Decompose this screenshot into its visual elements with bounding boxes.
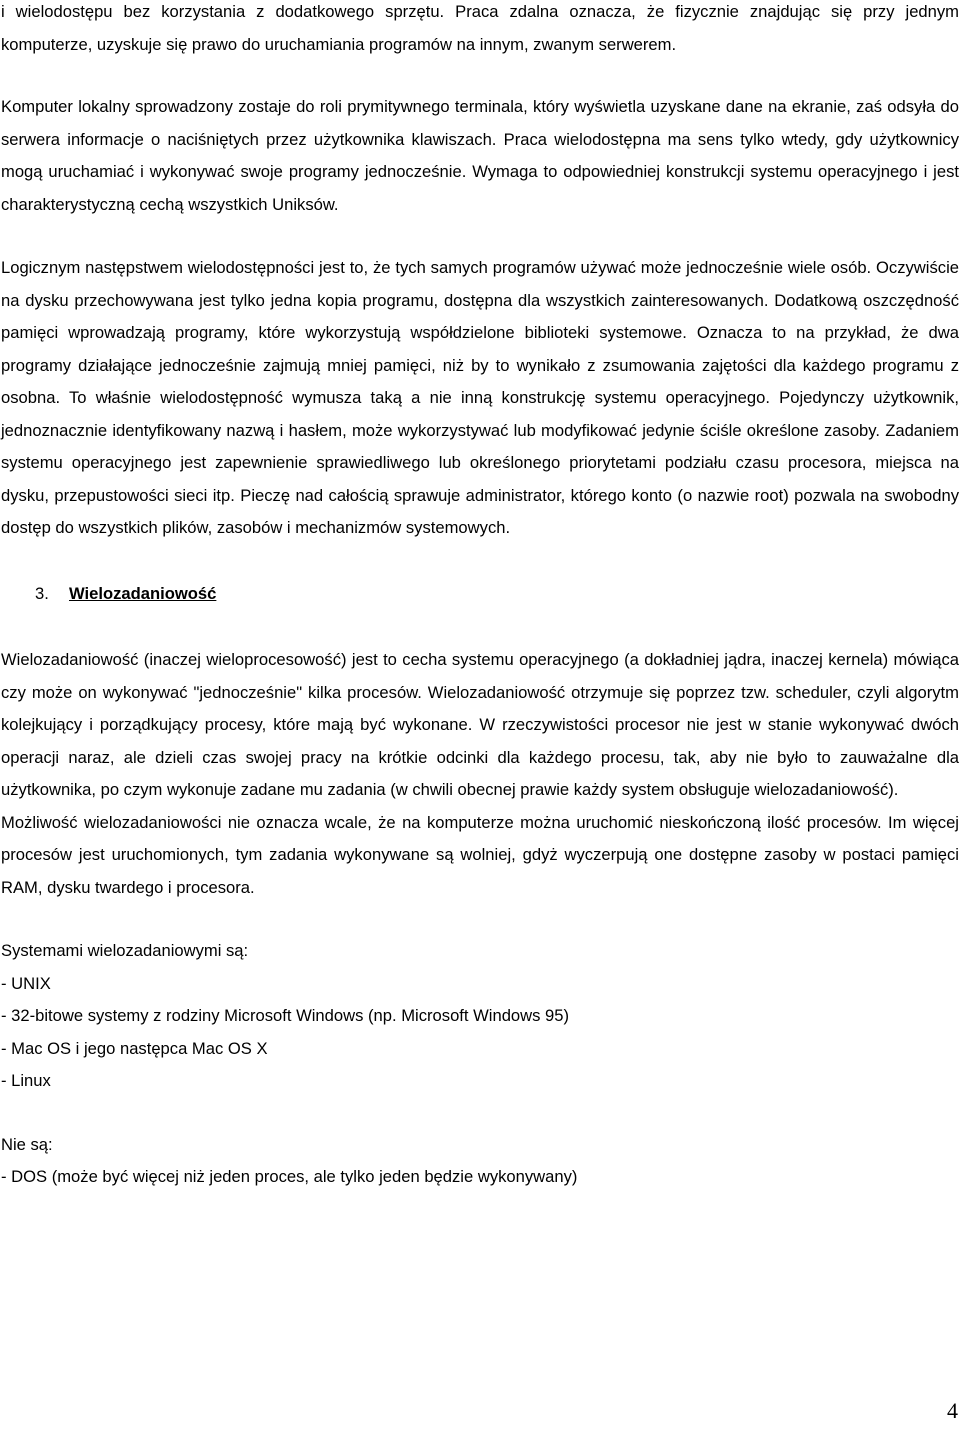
- document-body: [1, 0, 959, 1194]
- list-item: - UNIX: [1, 973, 51, 993]
- multitasking-systems-label: Systemami wielozadaniowymi są:: [1, 941, 249, 960]
- paragraph-multitasking-definition: Wielozadaniowość (inaczej wieloprocesowość) jest to cecha systemu operacyjnego (a dokładniej jądra, inaczej kernela) mówiąca czy może on wykonywać "jednocześnie" kilka procesów. Wielozadaniowość otrzymuje się poprzez tzw. scheduler, czyli algorytm kolejkujący i porządkujący procesy, które mają być wykonane. W rzeczywistości procesor nie jest w stanie wykonywać dwóch operacji naraz, ale dzieli czas swojej pracy na krótkie odcinki dla każdego procesu, tak, aby nie było to zauważalne dla użytkownika, po czym wykonuje zadane mu zadania (w chwili obecnej prawie każdy system obsługuje wielozadaniowość).: [1, 650, 959, 799]
- list-item: - Linux: [1, 1071, 51, 1090]
- non-multitasking-label: Nie są:: [1, 1134, 53, 1154]
- section-heading: [1, 578, 959, 611]
- paragraph-multitasking-limits: Możliwość wielozadaniowości nie oznacza wcale, że na komputerze można uruchomić nieskończoną ilość procesów. Im więcej procesów jest uruchomionych, tym zadania wykonywane są wolniej, gdyż wyczerpują one dostępne zasoby w postaci pamięci RAM, dysku twardego i procesora.: [1, 812, 959, 897]
- non-multitasking-list: [1, 1161, 959, 1194]
- multitasking-systems-list: [1, 968, 959, 1098]
- list-item: - 32-bitowe systemy z rodziny Microsoft Windows (np. Microsoft Windows 95): [1, 1006, 570, 1025]
- list-item: - Mac OS i jego następca Mac OS X: [1, 1038, 268, 1058]
- section-number: 3.: [35, 583, 49, 603]
- list-item: - DOS (może być więcej niż jeden proces, ale tylko jeden będzie wykonywany): [1, 1167, 578, 1186]
- paragraph-local-terminal: Komputer lokalny sprowadzony zostaje do roli prymitywnego terminala, który wyświetla uzyskane dane na ekranie, zaś odsyła do serwera informacje o naciśniętych przez użytkownika klawiszach. Praca wielodostępna ma sens tylko wtedy, gdy użytkownicy mogą uruchamiać i wykonywać swoje programy jednocześnie. Wymaga to odpowiedniej konstrukcji systemu operacyjnego i jest charakterystyczną cechą wszystkich Uniksów.: [1, 97, 959, 214]
- paragraph-multiuser-consequences: Logicznym następstwem wielodostępności jest to, że tych samych programów używać może jednocześnie wiele osób. Oczywiście na dysku przechowywana jest tylko jedna kopia programu, dostępna dla wszystkich zainteresowanych. Dodatkową oszczędność pamięci wprowadzają programy, które wykorzystują współdzielone biblioteki systemowe. Oznacza to na przykład, że dwa programy działające jednocześnie zajmują mniej pamięci, niż by to wynikało z zsumowania zajętości dla każdego programu z osobna. To właśnie wielodostępność wymusza taką a nie inną konstrukcję systemu operacyjnego. Pojedynczy użytkownik, jednoznacznie identyfikowany nazwą i hasłem, może wykorzystywać lub modyfikować jedynie ściśle określone zasoby. Zadaniem systemu operacyjnego jest zapewnienie sprawiedliwego lub określonego priorytetami podziału czasu procesora, miejsca na dysku, przepustowości sieci itp. Pieczę nad całością sprawuje administrator, którego konto (o nazwie root) pozwala na swobodny dostęp do wszystkich plików, zasobów i mechanizmów systemowych.: [1, 258, 959, 537]
- paragraph-remote-work: i wielodostępu bez korzystania z dodatkowego sprzętu. Praca zdalna oznacza, że fizycznie znajdując się przy jednym komputerze, uzyskuje się prawo do uruchamiania programów na innym, zwanym serwerem.: [1, 2, 959, 54]
- page-number: 4: [947, 1398, 958, 1423]
- section-title: Wielozadaniowość: [69, 583, 217, 603]
